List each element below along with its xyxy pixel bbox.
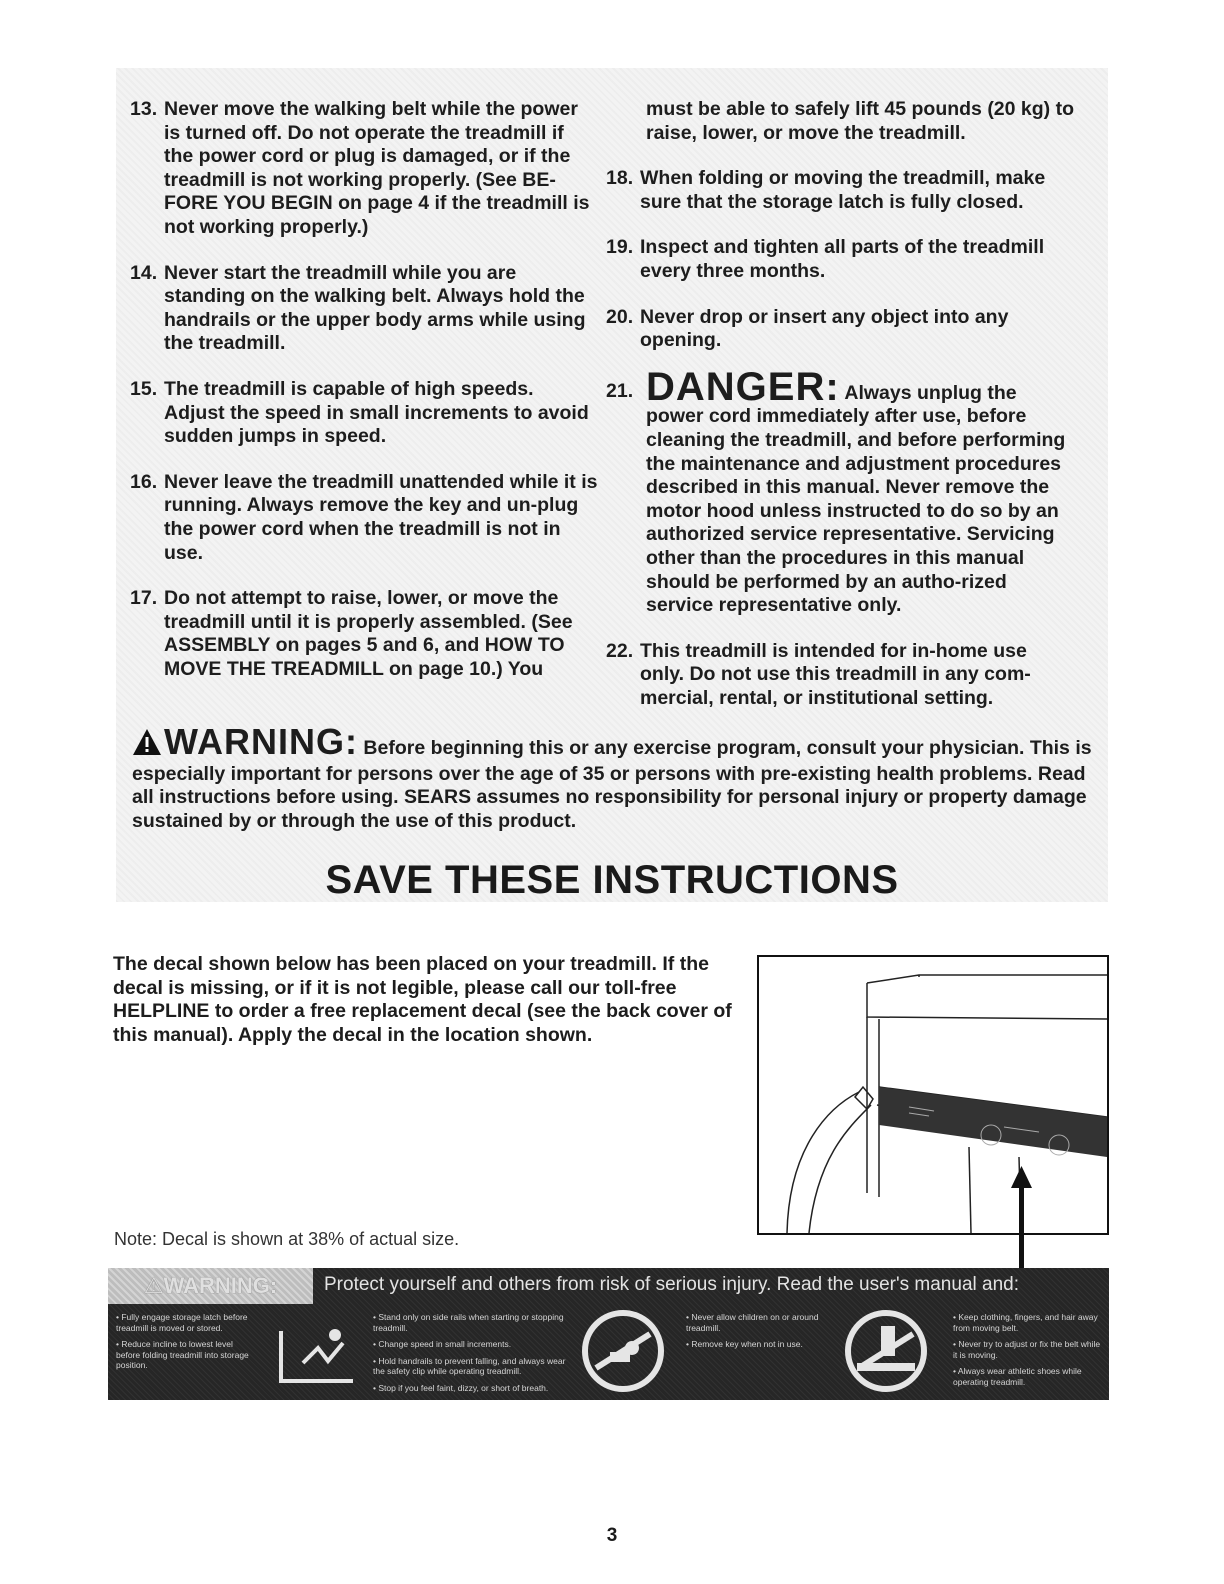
warning-label: WARNING: xyxy=(164,721,358,762)
item-text: Never move the walking belt while the power is turned off. Do not operate the treadmill if the power cord or plug is damaged, or if the treadmill is not working properly. (See BE-FORE YOU BEGIN on page 4 if the treadmill is not working properly.) xyxy=(164,98,590,238)
general-warning xyxy=(132,721,1092,833)
decal-bullet: • Fully engage storage latch before treadmill is moved or stored. xyxy=(116,1312,248,1333)
item-number: 22. xyxy=(606,639,634,662)
item-text: When folding or moving the treadmill, make sure that the storage latch is fully closed. xyxy=(640,167,1046,213)
safety-item-13 xyxy=(130,98,598,240)
decal-bullet: • Stop if you feel faint, dizzy, or short of breath. xyxy=(373,1382,549,1393)
warning-triangle-icon xyxy=(132,728,162,763)
warning-decal xyxy=(108,1268,1109,1400)
item-number: 13. xyxy=(130,98,158,120)
decal-bullet: • Change speed in small increments. xyxy=(373,1339,512,1349)
safety-item-19 xyxy=(606,236,1076,283)
arrow-head-icon xyxy=(1011,1166,1032,1188)
decal-location-diagram xyxy=(757,955,1109,1235)
no-children-icon xyxy=(580,1308,666,1394)
decal-bullet: • Never allow children on or around treadmill. xyxy=(686,1312,819,1333)
item-number: 20. xyxy=(606,305,634,328)
page-number: 3 xyxy=(606,1525,618,1546)
decal-bullet: • Never try to adjust or fix the belt while it is moving. xyxy=(953,1339,1101,1360)
item-number: 17. xyxy=(130,587,158,610)
decal-description: The decal shown below has been placed on your treadmill. If the decal is missing, or if it is not legible, please call our toll-free HELPLINE to order a free replacement decal (see the back cover of this manual). Apply the decal in the location shown. xyxy=(113,953,732,1046)
danger-label: DANGER: xyxy=(646,364,840,409)
person-falling-icon xyxy=(273,1323,358,1388)
decal-pointer-arrow xyxy=(1019,1176,1024,1268)
decal-column-1 xyxy=(116,1312,256,1377)
decal-bullet: • Reduce incline to lowest level before folding treadmill into storage position. xyxy=(116,1339,249,1370)
item-text: must be able to safely lift 45 pounds (20 kg) to raise, lower, or move the treadmill. xyxy=(646,98,1074,144)
item-number: 18. xyxy=(606,167,634,190)
decal-bullet: • Hold handrails to prevent falling, and always wear the safety clip while operating treadmill. xyxy=(373,1355,566,1376)
safety-item-16 xyxy=(130,471,598,565)
item-text: Never start the treadmill while you are standing on the walking belt. Always hold the handrails or the upper body arms while using the treadmill. xyxy=(164,261,586,355)
safety-item-22 xyxy=(606,640,1076,711)
safety-item-15 xyxy=(130,378,598,449)
item-text: Never drop or insert any object into any opening. xyxy=(640,305,1009,352)
decal-warning-label: ⚠WARNING: xyxy=(108,1268,313,1304)
item-number: 14. xyxy=(130,261,158,284)
decal-header xyxy=(108,1268,1109,1304)
decal-column-2 xyxy=(373,1312,578,1399)
item-number: 21. xyxy=(606,379,634,402)
safety-item-17 xyxy=(130,587,598,681)
safety-item-17-continued xyxy=(606,98,1076,145)
item-text: Do not attempt to raise, lower, or move the treadmill until it is properly assembled. (See ASSEMBLY on pages 5 and 6, and HOW TO MOVE THE TREADMILL on page 10.) You xyxy=(164,587,573,680)
left-column xyxy=(130,98,598,703)
item-text: The treadmill is capable of high speeds. Adjust the speed in small increments to avoid sudden jumps in speed. xyxy=(164,377,589,448)
safety-item-14 xyxy=(130,262,598,356)
item-text: This treadmill is intended for in-home use only. Do not use this treadmill in any com-mercial, rental, or institutional setting. xyxy=(640,639,1031,709)
decal-bullet: • Always wear athletic shoes while operating treadmill. xyxy=(953,1366,1082,1387)
item-number: 15. xyxy=(130,377,158,400)
item-number: 19. xyxy=(606,236,634,259)
item-text: Never leave the treadmill unattended while it is running. Always remove the key and un-plug the power cord when the treadmill is not in use. xyxy=(164,470,598,564)
decal-bullet: • Keep clothing, fingers, and hair away from moving belt. xyxy=(953,1312,1098,1333)
decal-bullet: • Stand only on side rails when starting or stopping treadmill. xyxy=(373,1312,564,1333)
safety-item-21-danger xyxy=(606,364,1076,618)
decal-bullet: • Remove key when not in use. xyxy=(686,1339,803,1349)
decal-size-note: Note: Decal is shown at 38% of actual size. xyxy=(114,1229,460,1249)
decal-column-3 xyxy=(686,1312,836,1356)
treadmill-illustration xyxy=(759,957,1107,1233)
right-column xyxy=(606,98,1076,732)
item-text: Always unplug the power cord immediately after use, before cleaning the treadmill, and before performing the maintenance and adjustment procedures described in this manual. Never remove the motor hood unless instructed to do so by an authorized service representative. Servicing other than the procedures in this manual should be performed by an autho-rized service representative only. xyxy=(646,381,1066,617)
safety-item-18 xyxy=(606,167,1076,214)
save-instructions-title: SAVE THESE INSTRUCTIONS xyxy=(325,858,899,902)
item-text: Inspect and tighten all parts of the treadmill every three months. xyxy=(640,236,1045,282)
warning-text: Before beginning this or any exercise program, consult your physician. This is especially important for persons over the age of 35 or persons with pre-existing health problems. Read all instructions before using. SEARS assumes no responsibility for personal injury or property damage sustained by or through the use of this product. xyxy=(132,737,1092,832)
no-hands-near-belt-icon xyxy=(843,1308,929,1394)
decal-column-4 xyxy=(953,1312,1103,1393)
decal-headline: Protect yourself and others from risk of serious injury. Read the user's manual and: xyxy=(324,1274,1019,1295)
item-number: 16. xyxy=(130,470,158,493)
safety-item-20 xyxy=(606,306,1076,353)
